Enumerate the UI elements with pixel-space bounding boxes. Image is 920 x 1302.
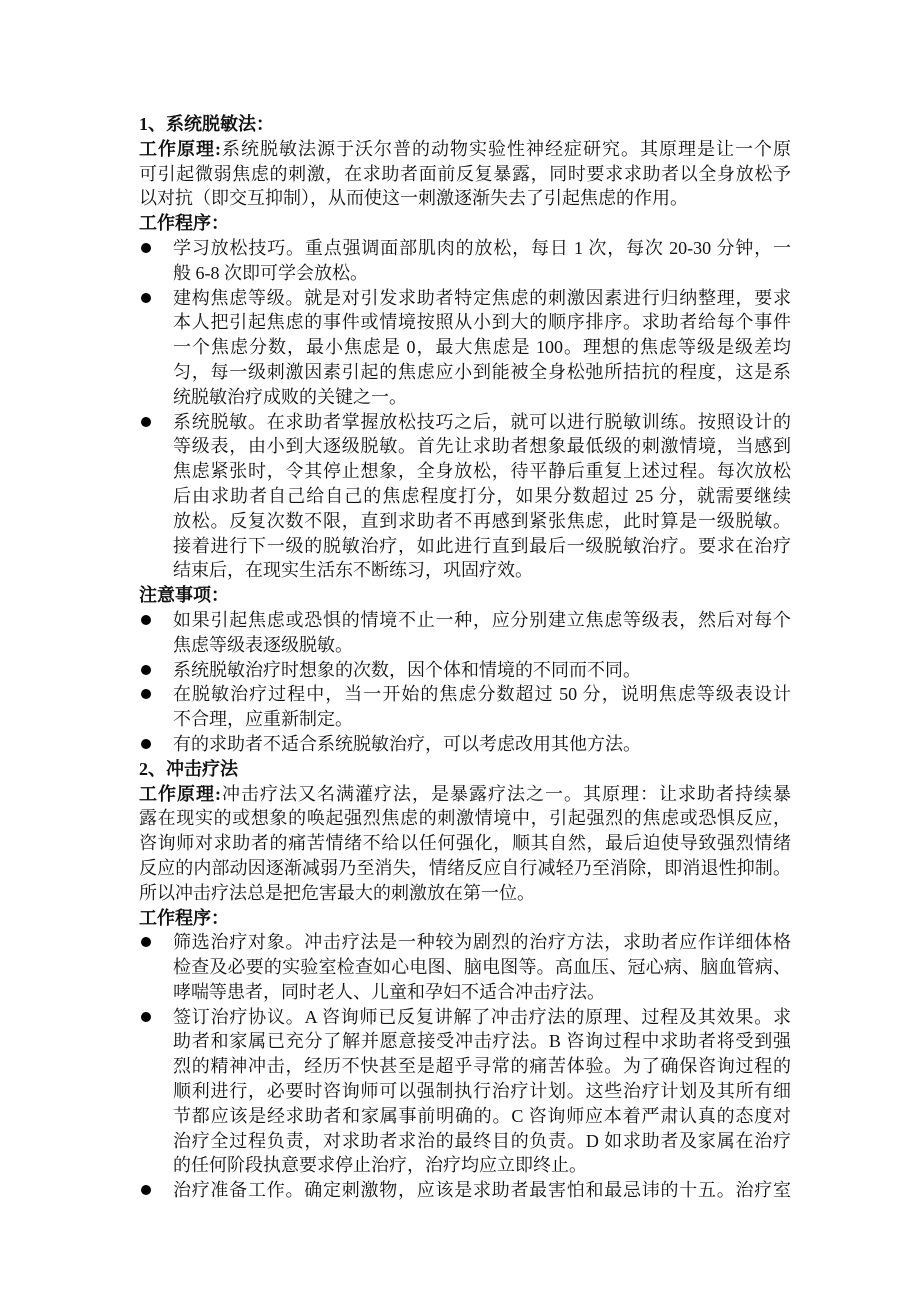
line-text: 所以冲击疗法总是把危害最大的刺激放在第一位。 (139, 882, 535, 903)
bullet-line: 治疗准备工作。确定刺激物，应该是求助者最害怕和最忌讳的十五。治疗室 (139, 1178, 791, 1203)
bullet-item (139, 682, 791, 732)
line-text: 反应的内部动因逐渐减弱乃至消失，情绪反应自行减轻乃至消除，即消退性抑制。 (139, 857, 791, 878)
bullet-line: 系统脱敏治疗时想象的次数，因个体和情境的不同而不同。 (139, 658, 791, 683)
paragraph-line (139, 186, 791, 211)
subsection-heading: 注意事项： (139, 585, 229, 606)
bullet-dot-icon (141, 689, 151, 699)
line-text: 露在现实的或想象的唤起强烈焦虑的刺激情境中，引起强烈的焦虑或恐惧反应， (139, 808, 791, 829)
paragraph (139, 137, 791, 211)
paragraph-label: 工作原理: (139, 783, 221, 804)
paragraph-line (139, 881, 791, 906)
bullet-item (139, 658, 791, 683)
bullet-line: 焦虑紧张时，令其停止想象，全身放松，待平静后重复上述过程。每次放松 (173, 461, 791, 482)
bullet-line: 不合理，应重新制定。 (173, 709, 353, 730)
bullet-dot-icon (141, 243, 151, 253)
line-text: 系统脱敏法源于沃尔普的动物实验性神经症研究。其原理是让一个原 (221, 138, 791, 159)
bullet-line: 等级表，由小到大逐级脱敏。首先让求助者想象最低级的刺激情境，当感到 (173, 436, 791, 457)
bullet-line: 建构焦虑等级。就是对引发求助者特定焦虑的刺激因素进行归纳整理，要求 (139, 286, 791, 311)
bullet-dot-icon (141, 665, 151, 675)
subsection-heading: 工作程序： (139, 907, 229, 928)
line-text: 咨询师对求助者的痛苦情绪不给以任何强化，顺其自然，最后迫使导致强烈情绪 (139, 833, 791, 854)
bullet-dot-icon (141, 739, 151, 749)
bullet-item (139, 930, 791, 1004)
bullet-line: 筛选治疗对象。冲击疗法是一种较为剧烈的治疗方法，求助者应作详细体格 (139, 930, 791, 955)
bullet-line: 签订治疗协议。A 咨询师已反复讲解了冲击疗法的原理、过程及其效果。求 (139, 1005, 791, 1030)
bullet-line: 统脱敏治疗成败的关键之一。 (173, 386, 407, 407)
bullet-line: 接着进行下一级的脱敏治疗，如此进行直到最后一级脱敏治疗。要求在治疗 (173, 535, 791, 556)
line-text: 可引起微弱焦虑的刺激，在求助者面前反复暴露，同时要求求助者以全身放松予 (139, 163, 791, 184)
bullet-line: 在脱敏治疗过程中，当一开始的焦虑分数超过 50 分，说明焦虑等级表设计 (139, 682, 791, 707)
bullet-line: 一个焦虑分数，最小焦虑是 0，最大焦虑是 100。理想的焦虑等级是级差均 (173, 337, 791, 358)
bullet-item (139, 1178, 791, 1203)
bullet-dot-icon (141, 615, 151, 625)
bullet-line: 系统脱敏。在求助者掌握放松技巧之后，就可以进行脱敏训练。按照设计的 (139, 410, 791, 435)
bullet-item (139, 236, 791, 286)
bullet-item (139, 608, 791, 658)
bullet-line: 般 6-8 次即可学会放松。 (173, 262, 368, 283)
subsection-heading: 工作程序： (139, 213, 229, 234)
bullet-item (139, 410, 791, 584)
bullet-line: 匀，每一级刺激因素引起的焦虑应小到能被全身松弛所拮抗的程度，这是系 (173, 361, 791, 382)
bullet-line: 检查及必要的实验室检查如心电图、脑电图等。高血压、冠心病、脑血管病、 (173, 957, 791, 978)
bullet-item (139, 732, 791, 757)
bullet-dot-icon (141, 937, 151, 947)
line-text: 冲击疗法又名满灌疗法，是暴露疗法之一。其原理：让求助者持续暴 (221, 783, 791, 804)
bullet-line: 治疗全过程负责，对求助者求治的最终目的负责。D 如求助者及家属在治疗 (173, 1130, 791, 1151)
bullet-line: 焦虑等级表逐级脱敏。 (173, 634, 353, 655)
bullet-line: 本人把引起焦虑的事件或情境按照从小到大的顺序排序。求助者给每个事件 (173, 312, 791, 333)
bullet-line: 节都应该是经求助者和家属事前明确的。C 咨询师应本着严肃认真的态度对 (173, 1105, 791, 1126)
paragraph-line (139, 856, 791, 881)
bullet-line: 顺利进行，必要时咨询师可以强制执行治疗计划。这些治疗计划及其所有细 (173, 1081, 791, 1102)
paragraph-line (139, 137, 791, 162)
bullet-item (139, 286, 791, 410)
paragraph-line (139, 806, 791, 831)
line-text: 以对抗（即交互抑制），从而使这一刺激逐渐失去了引起焦虑的作用。 (139, 188, 688, 209)
bullet-line: 学习放松技巧。重点强调面部肌肉的放松，每日 1 次，每次 20-30 分钟，一 (139, 236, 791, 261)
bullet-dot-icon (141, 293, 151, 303)
bullet-line: 烈的精神冲击，经历不快甚至是超乎寻常的痛苦体验。为了确保咨询过程的 (173, 1056, 791, 1077)
bullet-line: 结束后，在现实生活东不断练习，巩固疗效。 (173, 560, 533, 581)
paragraph-line (139, 831, 791, 856)
bullet-line: 如果引起焦虑或恐惧的情境不止一种，应分别建立焦虑等级表，然后对每个 (139, 608, 791, 633)
paragraph-line (139, 782, 791, 807)
bullet-dot-icon (141, 417, 151, 427)
paragraph (139, 782, 791, 906)
bullet-line: 放松。反复次数不限，直到求助者不再感到紧张焦虑，此时算是一级脱敏。 (173, 510, 791, 531)
bullet-dot-icon (141, 1185, 151, 1195)
bullet-line: 助者和家属已充分了解并愿意接受冲击疗法。B 咨询过程中求助者将受到强 (173, 1031, 791, 1052)
bullet-item (139, 1005, 791, 1179)
bullet-line: 哮喘等患者，同时老人、儿童和孕妇不适合冲击疗法。 (173, 981, 605, 1002)
bullet-line: 有的求助者不适合系统脱敏治疗，可以考虑改用其他方法。 (139, 732, 791, 757)
bullet-line: 后由求助者自己给自己的焦虑程度打分，如果分数超过 25 分，就需要继续 (173, 485, 791, 506)
section-heading: 1、系统脱敏法： (139, 114, 274, 134)
bullet-line: 的任何阶段执意要求停止治疗，治疗均应立即终止。 (173, 1155, 587, 1176)
bullet-dot-icon (141, 1012, 151, 1022)
document-page (139, 112, 791, 1203)
paragraph-label: 工作原理: (139, 138, 221, 159)
section-heading: 2、冲击疗法 (139, 758, 238, 779)
paragraph-line (139, 162, 791, 187)
